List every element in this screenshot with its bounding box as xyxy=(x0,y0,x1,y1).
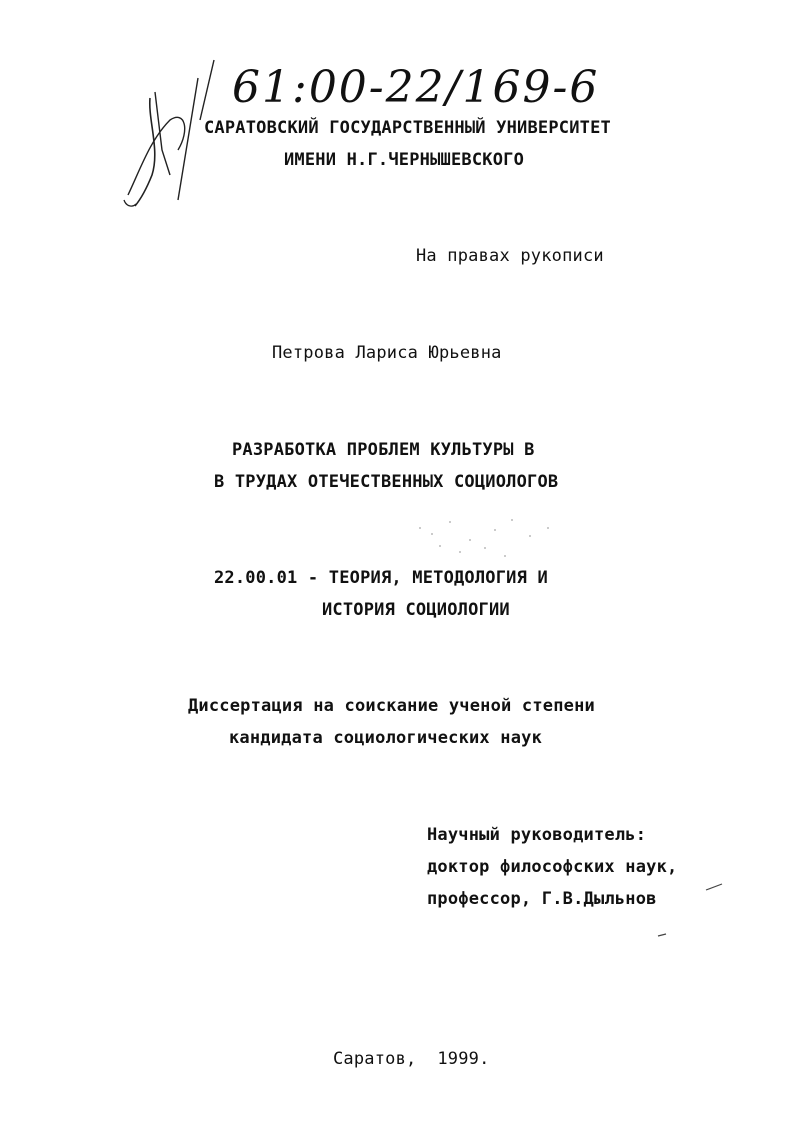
supervisor-name: профессор, Г.В.Дыльнов xyxy=(427,889,657,909)
author-name: Петрова Лариса Юрьевна xyxy=(272,343,502,363)
dissertation-title-line2: В ТРУДАХ ОТЕЧЕСТВЕННЫХ СОЦИОЛОГОВ xyxy=(214,472,559,492)
supervisor-degree: доктор философских наук, xyxy=(427,857,678,877)
manuscript-rights: На правах рукописи xyxy=(416,246,604,266)
specialty-line1: 22.00.01 - ТЕОРИЯ, МЕТОДОЛОГИЯ И xyxy=(214,568,548,588)
university-name-line1: САРАТОВСКИЙ ГОСУДАРСТВЕННЫЙ УНИВЕРСИТЕТ xyxy=(204,118,611,138)
university-name-line2: ИМЕНИ Н.Г.ЧЕРНЫШЕВСКОГО xyxy=(284,150,525,170)
dissertation-title-line1: РАЗРАБОТКА ПРОБЛЕМ КУЛЬТУРЫ В xyxy=(232,440,535,460)
place-and-year: Саратов, 1999. xyxy=(333,1049,490,1069)
specialty-line2: ИСТОРИЯ СОЦИОЛОГИИ xyxy=(322,600,510,620)
degree-line1: Диссертация на соискание ученой степени xyxy=(188,696,595,716)
degree-line2: кандидата социологических наук xyxy=(229,728,543,748)
archive-code-handwritten: 61:00-22/169-6 xyxy=(232,62,600,113)
supervisor-heading: Научный руководитель: xyxy=(427,825,647,845)
